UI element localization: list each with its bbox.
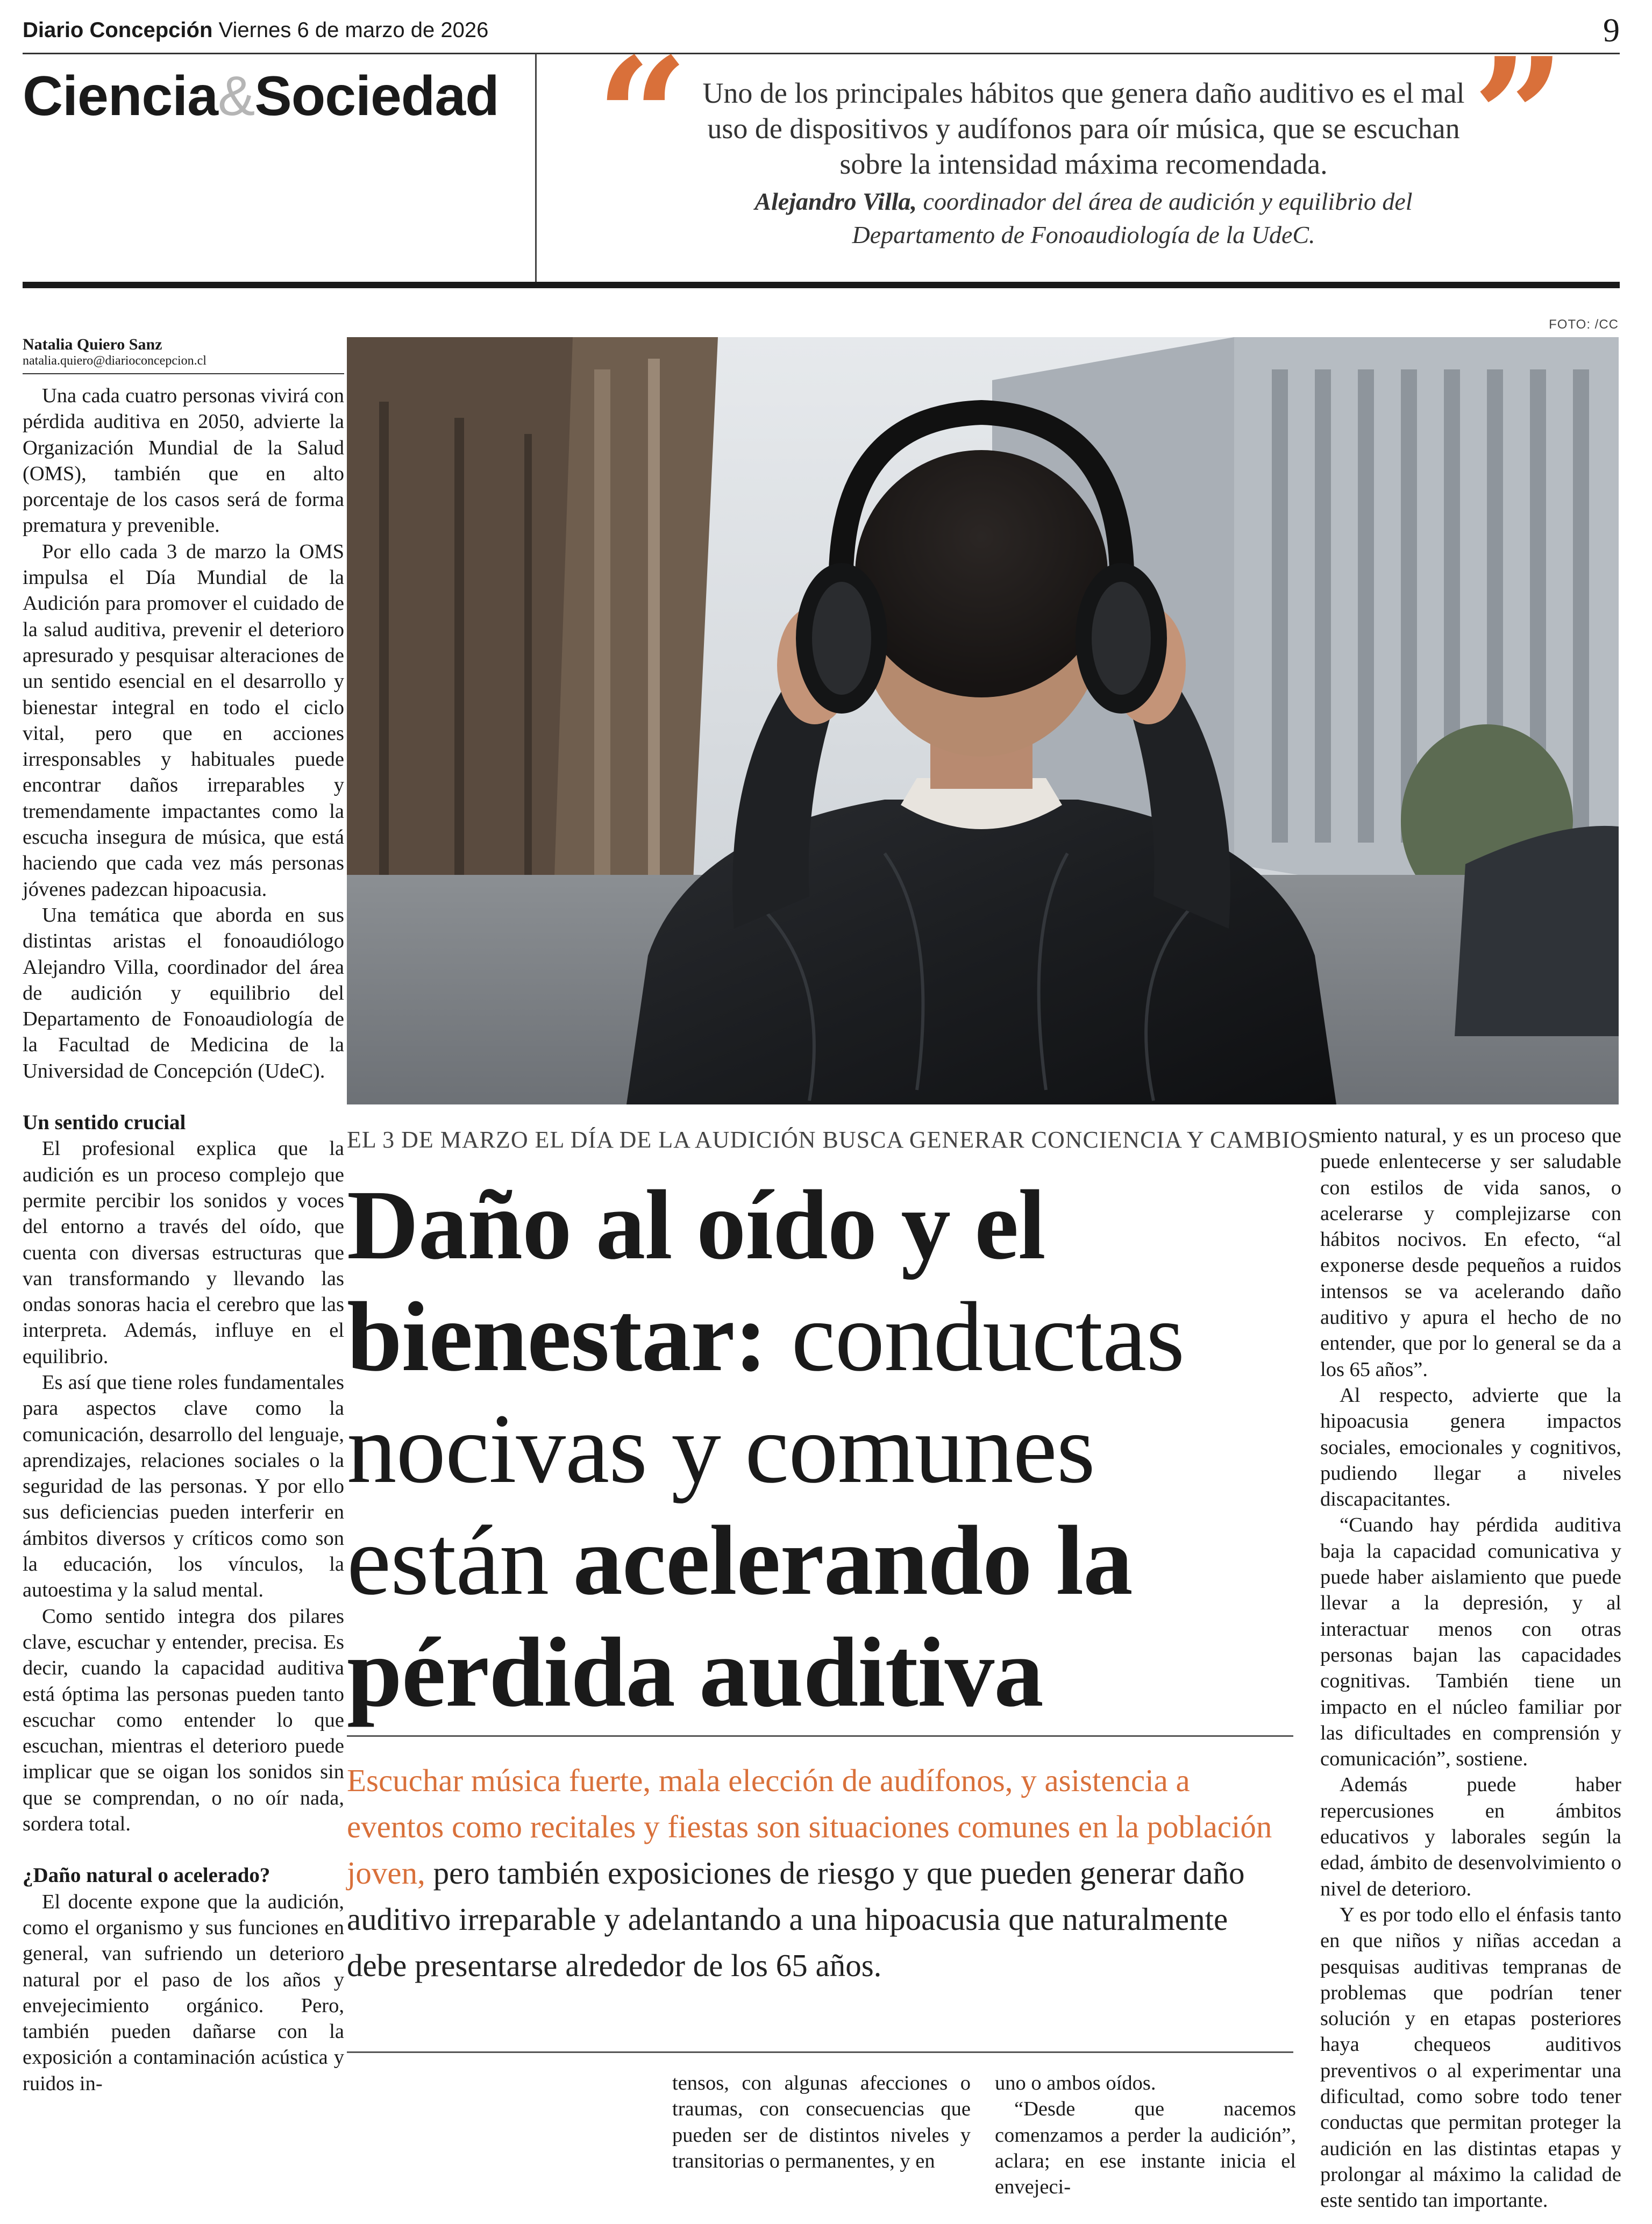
body-paragraph: Como sentido integra dos pilares clave, escuchar y entender, precisa. Es decir, cuando la capacidad auditiva está óptima las personas pueden tanto escuchar como entender lo que escuchan, mientras el deterioro puede implicar que se oigan los sonidos sin que se comprendan, o no oír nada, sordera total. [23,1605,344,1836]
article-photo [347,337,1619,1104]
pull-quote-attribution [686,185,1482,252]
headline-rule [347,1735,1293,1737]
body-paragraph: Es así que tiene roles fundamentales para aspectos clave como la comunicación, desarrollo del lenguaje, aprendizajes, relaciones sociales o la seguridad de las personas. Y por ello sus deficiencias pueden interferir en ámbitos diversos y críticos como son la educación, los vínculos, la autoestima y la salud mental. [23,1371,344,1602]
article-column-right [1320,1123,1621,2213]
body-paragraph: Y es por todo ello el énfasis tanto en que niños y niñas accedan a pesquisas auditivas tempranas de problemas que podrían tener solución y en etapas posteriores haya chequeos auditivos preventivos o al experimentar una dificultad, como sobre todo tener conductas que permitan proteger la audición en las distintas etapas y prolongar al máximo la calidad de este sentido tan importante. [1320,1903,1621,2212]
body-paragraph: tensos, con algunas afecciones o traumas, con consecuencias que pueden ser de distintos niveles y transitorias o permanentes, y en [672,2072,971,2172]
section-title-part-2: Sociedad [254,65,499,127]
section-ampersand: & [217,65,255,127]
byline-author: Natalia Quiero Sanz [23,336,162,353]
body-paragraph: “Desde que nacemos comenzamos a perder la audición”, aclara; en ese instante inicia el envejeci- [995,2098,1296,2199]
close-quote-mark: ” [1472,22,1565,212]
headline-bold-part-1: Daño al oído y el bienestar: [347,1170,1045,1392]
deck-text: pero también exposiciones de riesgo y que pueden generar daño auditivo irreparable y adelantando a una hipoacusia que naturalmente debe presentarse alrededor de los 65 años. [347,1855,1245,1983]
headline [347,1170,1293,1729]
page-number: 9 [1603,12,1620,49]
deck-rule [347,2051,1293,2053]
issue-date: Viernes 6 de marzo de 2026 [218,18,489,42]
header-divider [535,54,537,282]
body-paragraph: El profesional explica que la audición es un proceso complejo que permite percibir los sonidos y voces del entorno a través del oído, que cuenta con diversas estructuras que van transformando y llevando las ondas sonoras hacia el cerebro que las interpreta. Además, influye en el equilibrio. [23,1137,344,1368]
quote-author: Alejandro Villa, [754,188,917,215]
body-paragraph: Una cada cuatro personas vivirá con pérdida auditiva en 2050, advierte la Organización Mundial de la Salud (OMS), también que en alto porcentaje de los casos será de forma prematura y prevenible. [23,384,344,537]
header-rule [23,53,1620,54]
article-column-middle-2 [995,2070,1296,2200]
body-paragraph: miento natural, y es un proceso que puede enlentecerse y ser saludable con estilos de vida sanos, o acelerarse y complejizarse con hábitos nocivos. En efecto, “al exponerse desde pequeños a ruidos intensos se va acelerando daño auditivo y apura el hecho de no entender, que por lo general se da a los 65 años”. [1320,1124,1621,1381]
kicker: EL 3 DE MARZO EL DÍA DE LA AUDICIÓN BUSCA GENERAR CONCIENCIA Y CAMBIOS [347,1127,1322,1153]
body-paragraph: uno o ambos oídos. [995,2072,1156,2094]
subheading: Un sentido crucial [23,1111,186,1135]
byline-email: natalia.quiero@diarioconcepcion.cl [23,354,206,368]
deck [347,1757,1293,1988]
body-paragraph: Por ello cada 3 de marzo la OMS impulsa el Día Mundial de la Audición para promover el cuidado de la salud auditiva, prevenir el deterioro apresurado y pesquisar alteraciones de un sentido esencial en el desarrollo y bienestar integral en todo el ciclo vital, pero que en acciones irresponsables y habituales puede encontrar daños irreparables y tremendamente impactantes como la escucha insegura de música, que está haciendo que cada vez más personas jóvenes padezcan hipoacusia. [23,540,344,901]
subheading: ¿Daño natural o acelerado? [23,1864,270,1887]
section-title-part-1: Ciencia [23,65,218,127]
article-column-middle-1 [672,2070,971,2174]
headline-bold-part-2: acelerando la pérdida auditiva [347,1506,1133,1728]
deck-highlight: Escuchar música fuerte, mala elección de audífonos, y asistencia a eventos como recitales y fiestas son situaciones comunes en la población joven, [347,1763,1272,1891]
newspaper-name: Diario Concepción [23,18,213,42]
body-paragraph: “Cuando hay pérdida auditiva baja la capacidad comunicativa y puede haber aislamiento que puede llevar a la depresión, y al interactuar menos con otras personas bajan las capacidades cognitivas. También tiene un impacto en el núcleo familiar por las dificultades en comprensión y comunicación”, sostiene. [1320,1514,1621,1771]
quote-author-role: coordinador del área de audición y equilibrio del Departamento de Fonoaudiología de la UdeC. [852,188,1413,248]
section-title [23,65,499,129]
body-paragraph: Una temática que aborda en sus distintas aristas el fonoaudiólogo Alejandro Villa, coordinador del área de audición y equilibrio del Departamento de Fonoaudiología de la Facultad de Medicina de la Universidad de Concepción (UdeC). [23,903,344,1082]
pull-quote: Uno de los principales hábitos que genera daño auditivo es el mal uso de dispositivos y audífonos para oír música, que se escuchan sobre la intensidad máxima recomendada. [702,77,1465,180]
body-paragraph: Al respecto, advierte que la hipoacusia genera impactos sociales, emocionales y cognitivos, pudiendo llegar a niveles discapacitantes. [1320,1384,1621,1511]
article-column-left [23,383,344,2097]
photo-credit: FOTO: /CC [1549,317,1619,332]
photo-illustration [347,337,1619,1104]
headline-regular-part: conductas nocivas y comunes están [347,1282,1185,1616]
masthead [23,18,488,42]
body-paragraph: El docente expone que la audición, como el organismo y sus funciones en general, van sufriendo un deterioro natural por el paso de los años y envejecimiento orgánico. Pero, también pueden dañarse con la exposición a contaminación acústica y ruidos in- [23,1890,344,2095]
open-quote-mark: “ [596,22,689,212]
body-paragraph: Además puede haber repercusiones en ámbitos educativos y laborales según la edad, ámbito de desenvolvimiento o nivel de deterioro. [1320,1773,1621,1900]
byline-rule [23,373,344,374]
header-thick-rule [23,282,1620,288]
